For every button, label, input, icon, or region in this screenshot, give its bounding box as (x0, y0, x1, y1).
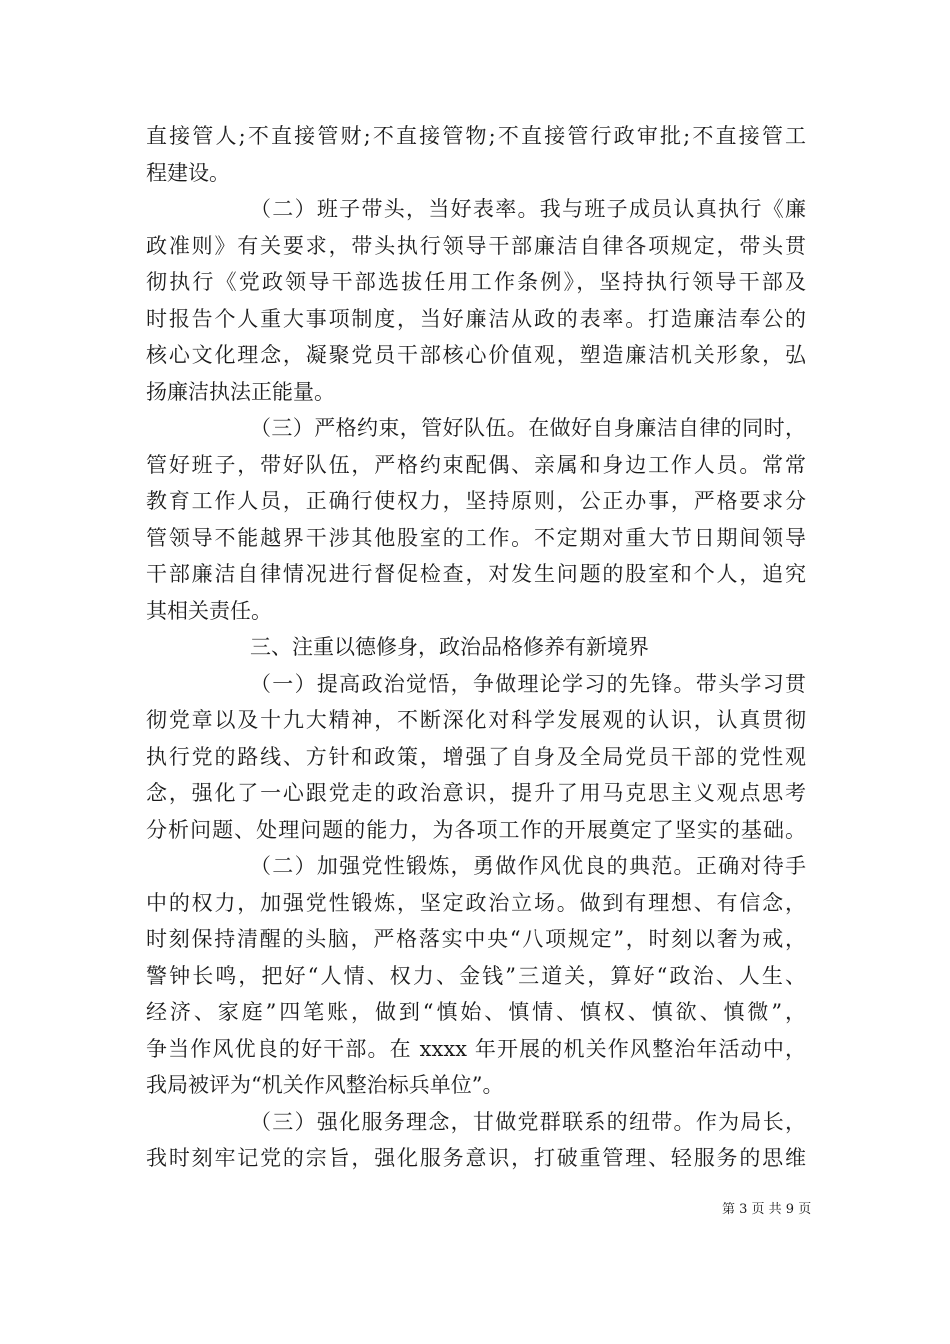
text-line: 核心文化理念，凝聚党员干部核心价值观，塑造廉洁机关形象，弘 (146, 343, 806, 367)
text-line: 念，强化了一心跟党走的政治意识，提升了用马克思主义观点思考 (146, 781, 806, 805)
paragraph (146, 666, 806, 849)
text-line: 直接管人;不直接管财;不直接管物;不直接管行政审批;不直接管工 (146, 124, 806, 148)
heading-line: 三、注重以德修身，政治品格修养有新境界 (250, 635, 649, 659)
text-line: 管领导不能越界干涉其他股室的工作。不定期对重大节日期间领导 (146, 525, 806, 550)
paragraph (146, 1104, 806, 1177)
text-line: （二）加强党性锻炼，勇做作风优良的典范。正确对待手 (250, 854, 806, 878)
document-body (146, 118, 806, 1177)
text-line: 警钟长鸣，把好“人情、权力、金钱”三道关，算好“政治、人生、 (146, 963, 806, 988)
paragraph (146, 848, 806, 1104)
text-line: 彻党章以及十九大精神，不断深化对科学发展观的认识，认真贯彻 (146, 708, 806, 732)
text-line: 我时刻牢记党的宗旨，强化服务意识，打破重管理、轻服务的思维 (146, 1146, 806, 1170)
text-line: 我局被评为“机关作风整治标兵单位”。 (146, 1073, 504, 1097)
text-line: 执行党的路线、方针和政策，增强了自身及全局党员干部的党性观 (146, 744, 806, 769)
text-line: 时刻保持清醒的头脑，严格落实中央“八项规定”，时刻以奢为戒， (146, 927, 806, 951)
text-line: （二）班子带头，当好表率。我与班子成员认真执行《廉 (250, 197, 806, 221)
paragraph (146, 118, 806, 191)
text-line: 程建设。 (146, 160, 230, 185)
section-heading (146, 629, 806, 666)
text-line: 干部廉洁自律情况进行督促检查，对发生问题的股室和个人，追究 (146, 562, 806, 586)
text-line: 管好班子，带好队伍，严格约束配偶、亲属和身边工作人员。常常 (146, 452, 806, 477)
paragraph (146, 191, 806, 410)
page-number-footer: 第 3 页 共 9 页 (722, 1202, 812, 1217)
text-line: 彻执行《党政领导干部选拔任用工作条例》，坚持执行领导干部及 (146, 270, 806, 294)
text-line: 扬廉洁执法正能量。 (146, 379, 335, 404)
text-line: 其相关责任。 (146, 598, 272, 623)
paragraph (146, 410, 806, 629)
text-line: （三）严格约束，管好队伍。在做好自身廉洁自律的同时， (250, 416, 806, 440)
text-line: 中的权力，加强党性锻炼，坚定政治立场。做到有理想、有信念， (146, 890, 806, 915)
text-line: 教育工作人员，正确行使权力，坚持原则，公正办事，严格要求分 (146, 489, 806, 513)
text-line: （三）强化服务理念，甘做党群联系的纽带。作为局长， (250, 1109, 806, 1134)
text-line: 时报告个人重大事项制度，当好廉洁从政的表率。打造廉洁奉公的 (146, 306, 806, 331)
text-line: 争当作风优良的好干部。在 xxxx 年开展的机关作风整治年活动中， (146, 1036, 806, 1061)
text-line: （一）提高政治觉悟，争做理论学习的先锋。带头学习贯 (250, 671, 806, 696)
text-line: 政准则》有关要求，带头执行领导干部廉洁自律各项规定，带头贯 (146, 233, 806, 258)
text-line: 分析问题、处理问题的能力，为各项工作的开展奠定了坚实的基础。 (146, 817, 806, 842)
text-line: 经济、家庭”四笔账，做到“慎始、慎情、慎权、慎欲、慎微”， (146, 1000, 806, 1024)
